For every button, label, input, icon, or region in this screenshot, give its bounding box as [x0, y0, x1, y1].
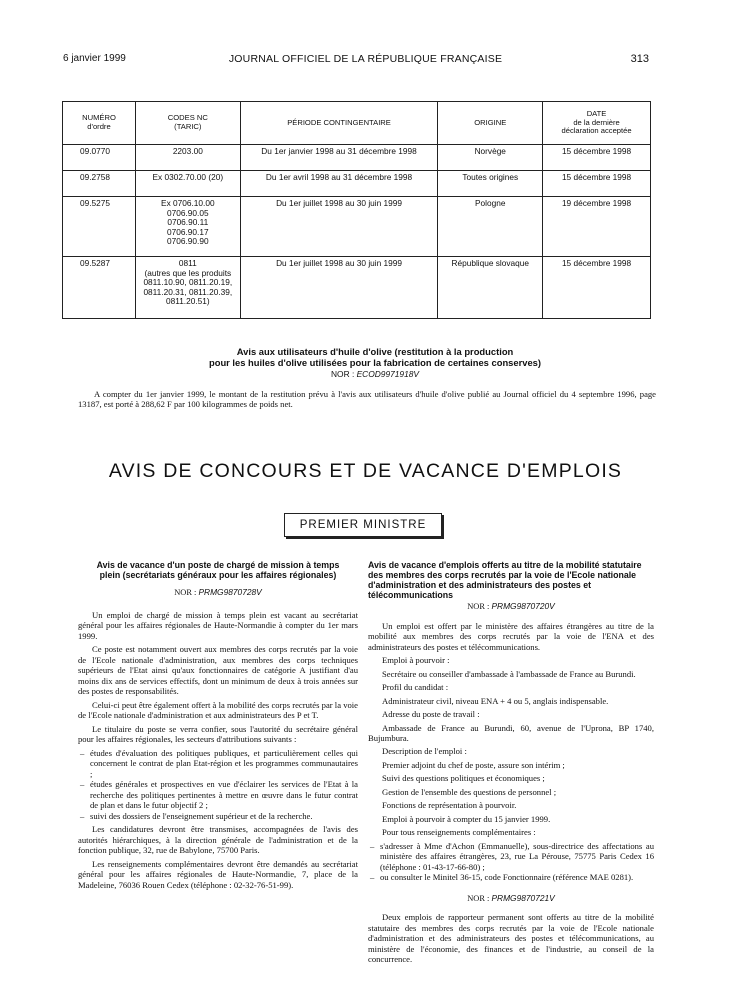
table-cell: Toutes origines [438, 171, 543, 197]
table-row [63, 257, 651, 319]
paragraph: Suivi des questions politiques et économiques ; [382, 773, 545, 784]
paragraph: Emploi à pourvoir : [382, 655, 450, 666]
nor-label: NOR : [174, 587, 197, 597]
col-header-codes: CODES NC (TARIC) [135, 102, 240, 145]
col-header-origine: ORIGINE [438, 102, 543, 145]
list-item: – études générales et prospectives en vue d'éclairer les services de l'Etat à la recherche des politiques pertinentes à mettre en œuvre dans le futur contrat de plan et dans le futur objectif 2 ; [90, 779, 358, 810]
paragraph: Emploi à pourvoir à compter du 15 janvier 1999. [382, 813, 551, 824]
paragraph: Profil du candidat : [382, 682, 449, 693]
nor-code: PRMG9870728V [198, 586, 262, 597]
left-notice-title: Avis de vacance d'un poste de chargé de mission à temps plein (secrétariats généraux pour les affaires régionales) [96, 560, 340, 580]
table-cell: 2203.00 [135, 145, 240, 171]
paragraph: Le titulaire du poste se verra confier, sous l'autorité du secrétaire général pour les affaires régionales, les secteurs d'attributions suivants : [78, 723, 358, 745]
page-number: 313 [630, 53, 649, 65]
olive-notice-body [78, 389, 656, 413]
paragraph: Premier adjoint du chef de poste, assure son intérim ; [382, 759, 565, 770]
paragraph: Les renseignements complémentaires devront être demandés au secrétariat général pour les affaires régionales de Haute-Normandie, 7, place de la Madeleine, 76036 Rouen Cedex (téléphone : 02-32-76-51-99). [78, 858, 358, 890]
paragraph: Fonctions de représentation à pourvoir. [382, 800, 517, 811]
table-cell: 15 décembre 1998 [543, 257, 651, 319]
table-cell: Ex 0706.10.00 0706.90.05 0706.90.11 0706.90.17 0706.90.90 [135, 197, 240, 257]
contact-list [368, 841, 654, 883]
section-title: AVIS DE CONCOURS ET DE VACANCE D'EMPLOIS [108, 460, 623, 482]
paragraph: Deux emplois de rapporteur permanent sont offerts au titre de la mobilité statutaire des membres des corps recrutés par la voie de l'Ecole nationale d'administration et des administrateurs des postes et télécommunications, au ministère de l'économie, des finances et de l'industrie, au conseil de la concurrence. [368, 912, 654, 964]
olive-notice-nor [140, 370, 610, 379]
list-item: – ou consulter le Minitel 36-15, code Fonctionnaire (référence MAE 0281). [380, 872, 654, 882]
table-cell: Du 1er juillet 1998 au 30 juin 1999 [240, 197, 438, 257]
right-column [368, 561, 654, 967]
table-cell: Pologne [438, 197, 543, 257]
attributions-list [78, 748, 358, 821]
ministry-box: PREMIER MINISTRE [284, 513, 442, 537]
table-cell: 09.0770 [63, 145, 136, 171]
nor-label: NOR : [467, 602, 490, 612]
list-item: – études d'évaluation des politiques publiques, et particulièrement celles qui concernent le contrat de plan Etat-région et les programmes communautaires ; [90, 748, 358, 779]
olive-notice-text: A compter du 1er janvier 1999, le montant de la restitution prévu à l'avis aux utilisateurs d'huile d'olive publié au Journal officiel du 4 septembre 1996, page 13187, est porté à 288,62 F par 100 kilogrammes de poids net. [78, 389, 656, 410]
left-notice-nor [78, 587, 358, 598]
col-header-periode: PÉRIODE CONTINGENTAIRE [240, 102, 438, 145]
table-cell: 09.5287 [63, 257, 136, 319]
table-cell: 15 décembre 1998 [543, 171, 651, 197]
col-header-numero: NUMÉRO d'ordre [63, 102, 136, 145]
table-row [63, 145, 651, 171]
paragraph: Pour tous renseignements complémentaires : [382, 827, 536, 838]
paragraph: Secrétaire ou conseiller d'ambassade à l'ambassade de France au Burundi. [382, 668, 636, 679]
right-notice-nor [368, 601, 654, 612]
table-cell: 0811 (autres que les produits 0811.10.90, 0811.20.19, 0811.20.31, 0811.20.39, 0811.20.51) [135, 257, 240, 319]
table-cell: Du 1er juillet 1998 au 30 juin 1999 [240, 257, 438, 319]
nor-code: ECOD9971918V [356, 369, 419, 380]
right-notice-nor-2 [368, 893, 654, 904]
table-row [63, 197, 651, 257]
paragraph: Ambassade de France au Burundi, 60, avenue de l'Uprona, BP 1740, Bujumbura. [368, 722, 654, 743]
table-cell: 09.2758 [63, 171, 136, 197]
paragraph: Adresse du poste de travail : [382, 709, 480, 720]
paragraph: Ce poste est notamment ouvert aux membres des corps recrutés par la voie de l'Ecole nationale d'administration, aux membres des corps techniques supérieurs de l'Etat ainsi qu'aux fonctionnaires de catégorie A justifiant d'au moins dix ans de services effectifs, dont un minimum de deux à trois années sur des postes de responsabilités. [78, 644, 358, 697]
quota-table [62, 101, 651, 319]
table-cell: Ex 0302.70.00 (20) [135, 171, 240, 197]
table-cell: Du 1er janvier 1998 au 31 décembre 1998 [240, 145, 438, 171]
table-cell: Du 1er avril 1998 au 31 décembre 1998 [240, 171, 438, 197]
table-cell: 09.5275 [63, 197, 136, 257]
nor-code: PRMG9870720V [491, 601, 555, 612]
nor-label: NOR : [331, 369, 355, 380]
list-item: – s'adresser à Mme d'Achon (Emmanuelle), sous-directrice des affectations au ministère des affaires étrangères, 23, rue La Pérouse, 75775 Paris Cedex 16 (téléphone : 01-43-17-66-80) ; [380, 841, 654, 872]
list-item: – suivi des dossiers de l'enseignement supérieur et de la recherche. [90, 811, 358, 821]
paragraph: Administrateur civil, niveau ENA + 4 ou 5, anglais indispensable. [382, 695, 609, 706]
nor-code: PRMG9870721V [491, 892, 555, 903]
olive-notice-title-line2: pour les huiles d'olive utilisées pour la fabrication de certaines conserves) [208, 356, 542, 368]
col-header-date: DATE de la dernière déclaration acceptée [543, 102, 651, 145]
paragraph: Les candidatures devront être transmises, accompagnées de l'avis des autorités hiérarchiques, à la direction générale de l'administration et de la fonction publique, 32, rue de Babylone, 75700 Paris. [78, 824, 358, 856]
table-cell: Norvège [438, 145, 543, 171]
table-cell: 15 décembre 1998 [543, 145, 651, 171]
paragraph: Celui-ci peut être également offert à la mobilité des corps recrutés par la voie de l'Ecole nationale d'administration et aux administrateurs des P et T. [78, 699, 358, 721]
paragraph: Un emploi est offert par le ministère des affaires étrangères au titre de la mobilité aux membres des corps recrutés par la voie de l'ENA et des administrateurs des postes et télécommunications. [368, 620, 654, 652]
page-date: 6 janvier 1999 [63, 53, 126, 64]
olive-notice-title-line1: Avis aux utilisateurs d'huile d'olive (restitution à la production [236, 346, 514, 357]
table-cell: 19 décembre 1998 [543, 197, 651, 257]
left-column [78, 561, 358, 893]
table-cell: République slovaque [438, 257, 543, 319]
journal-title: JOURNAL OFFICIEL DE LA RÉPUBLIQUE FRANÇAISE [228, 53, 503, 65]
paragraph: Un emploi de chargé de mission à temps plein est vacant au secrétariat général pour les affaires régionales de Haute-Normandie à compter du 1er mars 1999. [78, 609, 358, 641]
table-row [63, 171, 651, 197]
olive-notice-title [140, 347, 610, 380]
paragraph: Gestion de l'ensemble des questions de personnel ; [382, 786, 557, 797]
paragraph: Description de l'emploi : [382, 746, 467, 757]
right-notice-title: Avis de vacance d'emplois offerts au titre de la mobilité statutaire des membres des corps recrutés par la voie de l'Ecole nationale d'administration et des administrateurs des postes et télécommunications [368, 560, 642, 600]
table-header-row [63, 102, 651, 145]
nor-label: NOR : [467, 893, 490, 903]
